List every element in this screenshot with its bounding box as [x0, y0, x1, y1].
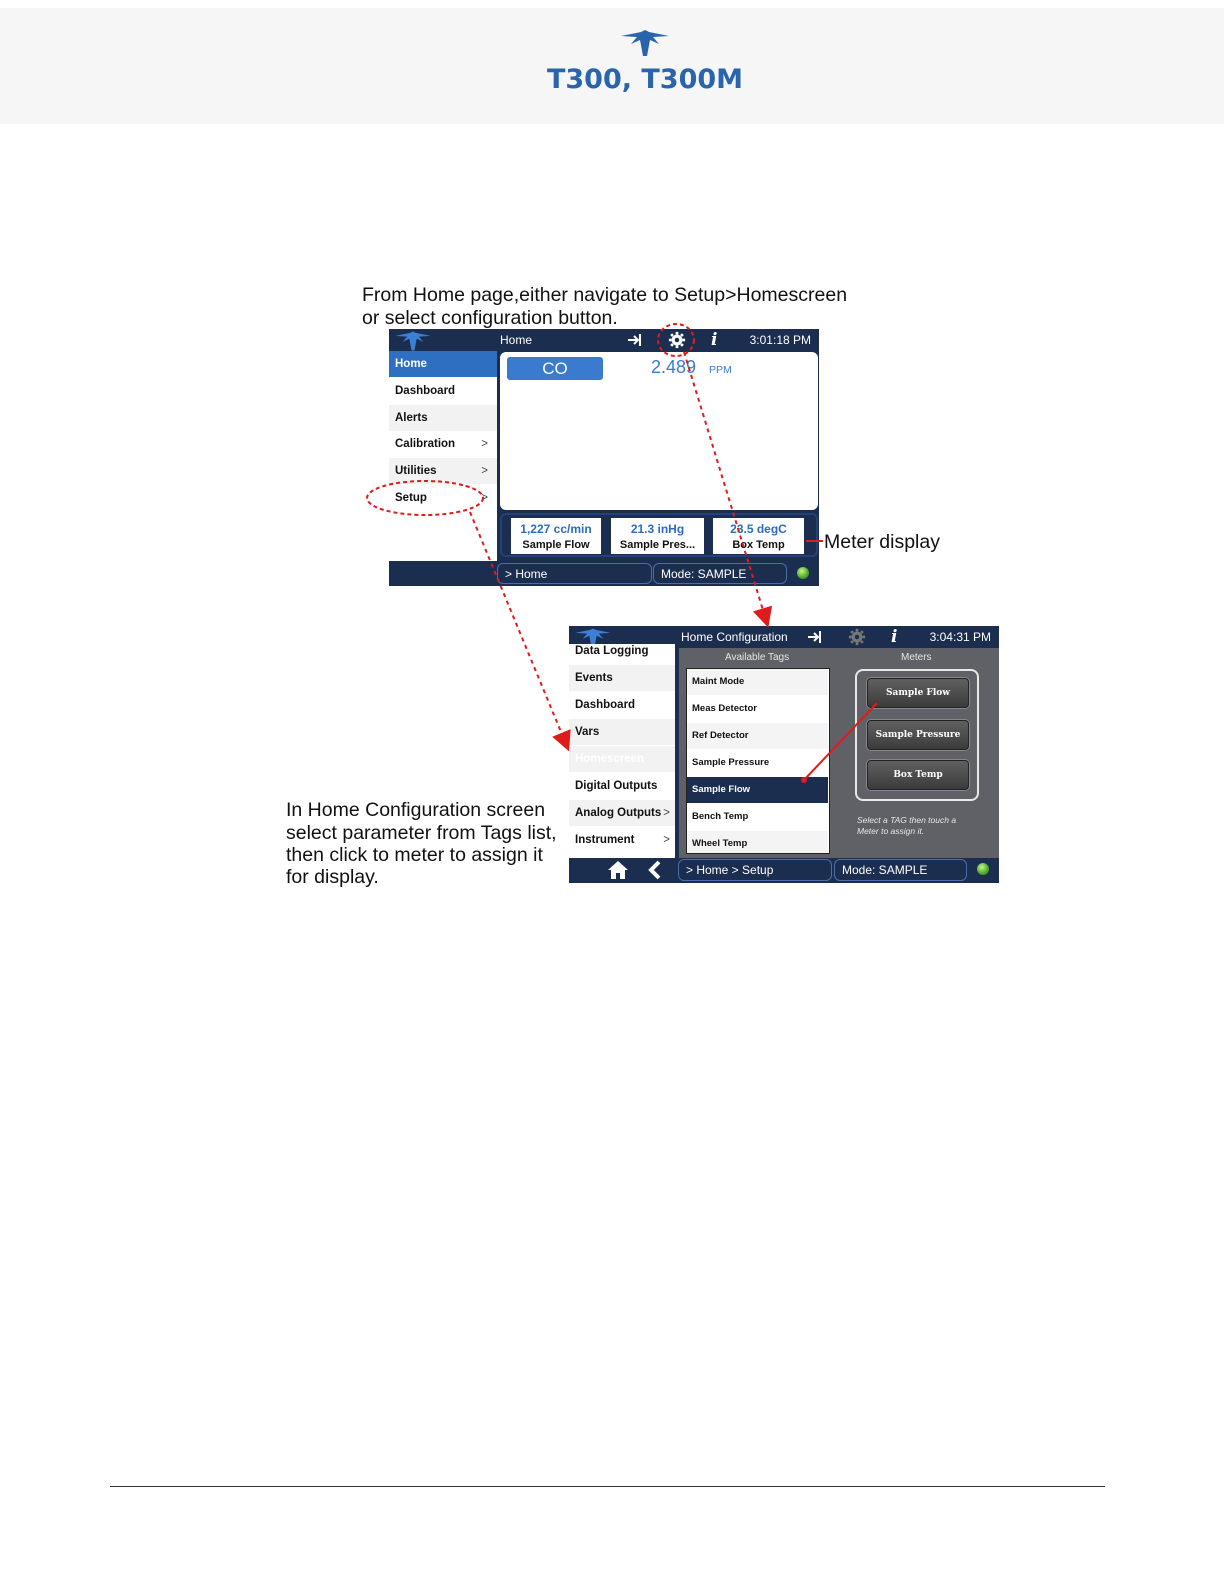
chevron-right-icon: >	[663, 807, 670, 819]
meter-button-box-temp[interactable]: Box Temp	[867, 760, 969, 790]
annotation-bottom-line4: for display.	[286, 866, 379, 888]
meter-value: 1,227 cc/min	[520, 522, 592, 536]
menu-item-label: Home	[395, 358, 427, 370]
config-title: Home Configuration	[681, 630, 788, 644]
info-icon[interactable]: i	[711, 330, 718, 350]
info-icon[interactable]: i	[891, 627, 898, 647]
chevron-right-icon: >	[663, 834, 670, 846]
annotation-bottom-line2: select parameter from Tags list,	[286, 822, 557, 844]
menu-item-label: Calibration	[395, 438, 456, 450]
meter-value: 23.5 degC	[730, 522, 787, 536]
assign-hint-line1: Select a TAG then touch a	[857, 815, 957, 825]
menu-item-label: Setup	[395, 492, 427, 504]
tag-meas-detector[interactable]: Meas Detector	[687, 696, 828, 722]
menu-item-label: Digital Outputs	[575, 780, 658, 792]
home-breadcrumb[interactable]: > Home	[497, 563, 652, 584]
tag-wheel-temp[interactable]: Wheel Temp	[687, 831, 828, 854]
concentration-value: 2.489	[651, 357, 697, 377]
tag-to-meter-dot	[801, 777, 807, 783]
menu-item-label: Homescreen	[575, 753, 645, 765]
menu-item-label: Instrument	[575, 834, 635, 846]
tag-sample-pressure[interactable]: Sample Pressure	[687, 750, 828, 776]
config-time: 3:04:31 PM	[929, 630, 991, 644]
chevron-right-icon: >	[481, 438, 488, 450]
menu-item-label: Dashboard	[575, 699, 636, 711]
annotation-meter-display: Meter display	[824, 531, 940, 553]
home-title: Home	[500, 333, 533, 347]
tag-sample-flow[interactable]: Sample Flow	[687, 777, 828, 803]
meter-button-sample-pressure[interactable]: Sample Pressure	[867, 720, 969, 750]
setup-callout-oval	[367, 481, 483, 515]
menu-item-label: Dashboard	[395, 385, 456, 397]
gas-tag[interactable]: CO	[507, 357, 603, 380]
meter-value: 21.3 inHg	[630, 522, 685, 536]
meter-name: Sample Flow	[522, 539, 590, 551]
gear-to-config-arrow	[684, 352, 766, 620]
annotation-bottom-line3: then click to meter to assign it	[286, 844, 543, 866]
tag-bench-temp[interactable]: Bench Temp	[687, 804, 828, 830]
meter-name: Box Temp	[732, 539, 785, 551]
menu-item-label: Utilities	[395, 465, 437, 477]
document-title: T300, T300M	[546, 64, 744, 95]
setup-to-homescreen-arrow	[470, 512, 566, 744]
config-breadcrumb[interactable]: > Home > Setup	[678, 859, 832, 881]
tag-ref-detector[interactable]: Ref Detector	[687, 723, 828, 749]
menu-item-label: Events	[575, 672, 613, 684]
home-time: 3:01:18 PM	[749, 333, 811, 347]
config-mode-status: Mode: SAMPLE	[834, 859, 967, 881]
annotation-top-line2: or select configuration button.	[362, 307, 618, 329]
chevron-right-icon: >	[481, 492, 488, 504]
chevron-right-icon: >	[481, 465, 488, 477]
meter-button-sample-flow[interactable]: Sample Flow	[867, 678, 969, 708]
menu-item-label: Data Logging	[575, 645, 649, 657]
gear-callout-circle	[658, 324, 694, 356]
home-mode-status: Mode: SAMPLE	[653, 563, 787, 584]
tag-to-meter-line	[804, 703, 877, 780]
available-tags-header: Available Tags	[725, 652, 790, 663]
tag-maint-mode[interactable]: Maint Mode	[687, 669, 828, 695]
assign-hint-line2: Meter to assign it.	[857, 826, 925, 836]
menu-item-label: Alerts	[395, 412, 428, 424]
menu-item-label: Analog Outputs	[575, 807, 662, 819]
meter-name: Sample Pres...	[619, 539, 696, 551]
meters-header: Meters	[901, 652, 932, 663]
annotation-bottom-line1: In Home Configuration screen	[286, 799, 546, 821]
annotation-top-line1: From Home page,either navigate to Setup>Homescreen	[362, 284, 848, 306]
footer-rule	[110, 1486, 1105, 1487]
concentration-unit: PPM	[709, 364, 732, 376]
menu-item-label: Vars	[575, 726, 600, 738]
